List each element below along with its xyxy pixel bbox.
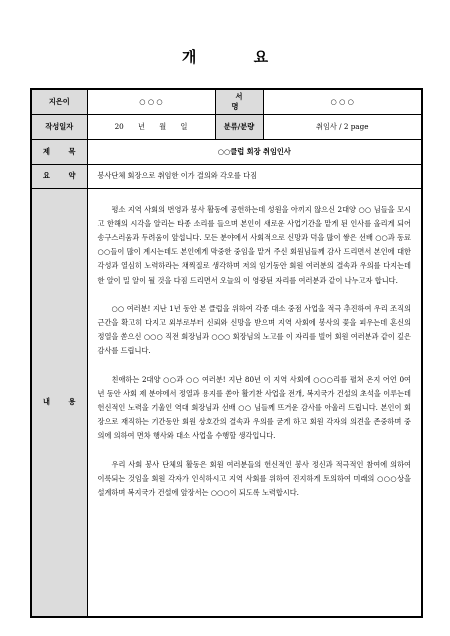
content-row xyxy=(31,188,422,617)
content-paragraph-2: ○○ 여러분! 지난 1년 동안 본 클럽을 위하여 각종 대소 중점 사업을 적극 추진하여 우리 조직의 근간을 확고히 다지고 외부로부터 신뢰와 신망을 받으며 지역 사회에 봉사의 꽃을 피우는데 혼신의 정열을 쏟으신 ○○○ 직전 회장님과 ○○○ 회장님의 노고를 이 자리를 빌어 회원 여러분과 같이 깊은 감사를 드립니다. xyxy=(97,303,411,356)
date-row xyxy=(31,114,422,139)
content-paragraph-1: 평소 지역 사회의 번영과 봉사 활동에 공헌하는데 성원을 아끼지 않으신 2대양 ○○ 님들을 모시고 한해의 시각을 알리는 타종 소리를 들으며 본인이 새로운 사업기간을 맡게 된 인사를 올리게 되어 송구스러움과 두려움이 앞섭니다. 모든 분야에서 사회적으로 신망과 덕을 많이 쌓은 선배 ○○과 동료 ○○들이 많이 계시는데도 본인에게 막중한 중임을 맡겨 주신 회원님들께 감사 드리면서 본인에 대한 각성과 열심히 노력하라는 채찍질로 생각하며 저의 임기동안 회원 여러분의 결속과 우의를 다지는데 한 알이 밀 알이 될 것을 다짐 드리면서 오늘의 이 영광된 자리를 여러분과 같이 나누고자 합니다. xyxy=(97,204,411,285)
summary-label: 요 약 xyxy=(31,164,87,188)
content-paragraph-3: 친애하는 2대양 ○○과 ○○ 여러분! 지난 80년 이 지역 사회에 ○○○리를 펼쳐 온지 어언 0여 년 동안 사회 제 분야에서 정열과 용지를 쏟아 활기찬 사업을 전개, 복지국가 건설의 초석을 이루는데 헌신적인 노력을 기울인 역대 회장님과 선배 ○○ 님들께 뜨거운 감사를 아울러 드립니다. 본인이 회장으로 재직하는 기간동안 회원 상호간의 결속과 우의를 굳게 하고 회원 각자의 의견을 존중하며 중의에 의하여 면차 행사와 대소 사업을 수행할 생각입니다. xyxy=(97,374,411,441)
date-label: 작성일자 xyxy=(31,114,87,139)
content-body xyxy=(87,188,422,617)
summary-row xyxy=(31,164,422,188)
category-label: 분류/분량 xyxy=(215,114,263,139)
subject-row xyxy=(31,139,422,164)
subject-value: ○○클럽 회장 취임인사 xyxy=(87,139,422,164)
summary-form-table xyxy=(30,88,423,618)
subject-label: 제 목 xyxy=(31,139,87,164)
writer-label: 지은이 xyxy=(31,89,87,114)
document-title: 개 요 xyxy=(181,48,295,66)
content-paragraph-4: 우리 사회 봉사 단체의 활동은 회원 여러분들의 헌신적인 봉사 정신과 적극적인 참여에 의하여 이룩되는 것임을 회원 각자가 인식하시고 지역 사회를 위하여 진지하게 토의하여 미래의 ○○○상을 설계하며 복지국가 건설에 앞장서는 ○○○이 되도록 노력합시다. xyxy=(97,459,411,497)
content-label: 내 용 xyxy=(31,188,87,617)
writer-row xyxy=(31,89,422,114)
writer-value: ○ ○ ○ xyxy=(87,89,215,114)
summary-value: 봉사단체 회장으로 취임한 이가 결의와 각오를 다짐 xyxy=(87,164,422,188)
category-value: 취임사 / 2 page xyxy=(263,114,422,139)
title-field-label: 서 명 xyxy=(215,89,263,114)
date-value: 20 년 월 일 xyxy=(87,114,215,139)
title-field-value: ○ ○ ○ xyxy=(263,89,422,114)
